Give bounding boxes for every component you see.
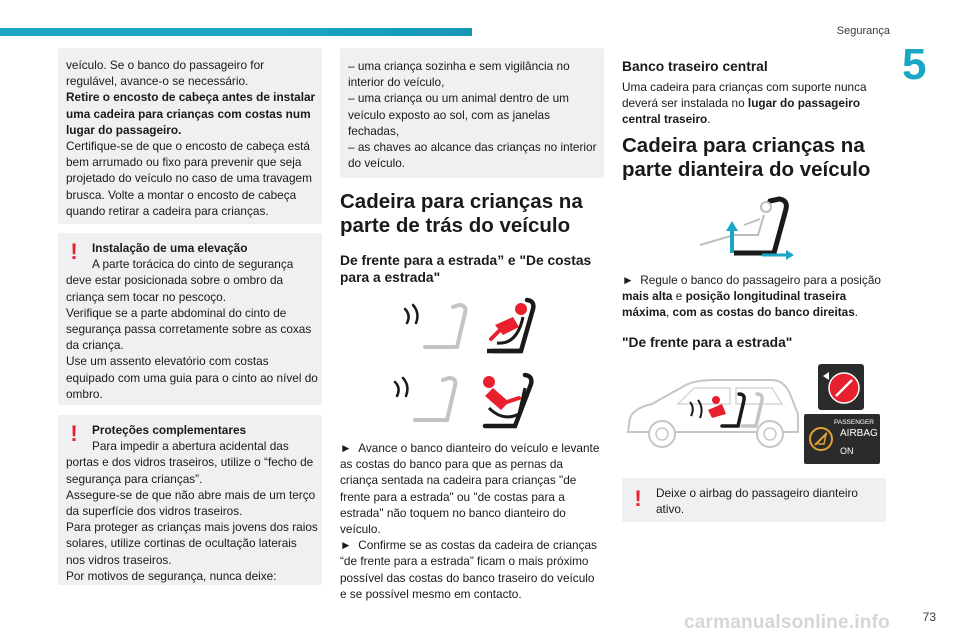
- section-heading: Cadeira para crianças na parte de trás do veículo: [340, 190, 583, 237]
- paragraph: Verifique se a parte abdominal do cinto de segurança passa corretamente sobre as coxas da criança.: [66, 305, 312, 353]
- warning-box-protection: [58, 415, 322, 585]
- bullet-arrow-icon: ►: [340, 441, 352, 455]
- bullet-arrow-icon: ►: [622, 273, 634, 287]
- info-box-headrest: [58, 48, 322, 224]
- forward-facing-seat-illustration: [385, 368, 545, 432]
- paragraph: Confirme se as costas da cadeira de crianças “de frente para a estrada” ficam o mais próximo possível das costas do banco traseiro do veículo e se possível mesmo em contacto.: [340, 538, 597, 601]
- watermark: carmanualsonline.info: [684, 612, 890, 633]
- paragraph: Para proteger as crianças mais jovens dos raios solares, utilize cortinas de ocultação laterais nos vidros traseiros.: [66, 520, 318, 567]
- paragraph: A parte torácica do cinto de segurança deve estar posicionada sobre o ombro da criança sem tocar no pescoço.: [66, 257, 294, 304]
- paragraph: Deixe o airbag do passageiro dianteiro ativo.: [656, 486, 858, 517]
- list-item: – as chaves ao alcance das crianças no interior do veículo.: [348, 140, 597, 171]
- passenger-airbag-on-indicator: [804, 414, 880, 464]
- warning-icon: !: [70, 421, 78, 446]
- paragraph: e: [672, 289, 686, 304]
- airbag-warning-label-icon: [818, 364, 864, 410]
- warning-icon: !: [634, 486, 642, 511]
- paragraph: Uma cadeira para crianças com suporte nunca deverá ser instalada no: [622, 80, 867, 111]
- section-heading: Cadeira para crianças na parte dianteira do veículo: [622, 134, 871, 181]
- subsection-heading: "De frente para a estrada": [622, 335, 793, 350]
- paragraph: Por motivos de segurança, nunca deixe:: [66, 568, 277, 583]
- page-number: 73: [922, 610, 936, 624]
- seat-adjustment-illustration: [690, 195, 800, 261]
- subsection-heading: De frente para a estrada” e "De costas para a estrada": [340, 253, 592, 285]
- airbag-seat-icon: [808, 424, 834, 454]
- bold-text: posição longitudinal traseira máxima: [622, 289, 847, 320]
- car-front-seat-illustration: [622, 374, 802, 454]
- section-title: Segurança: [836, 25, 890, 37]
- paragraph: Use um assento elevatório com costas equipado com uma guia para o cinto ao nível do ombro.: [66, 354, 318, 401]
- bold-text: lugar do passageiro central traseiro: [622, 96, 861, 127]
- airbag-panel-line1: PASSENGER: [834, 419, 874, 426]
- list-item: – uma criança sozinha e sem vigilância no interior do veículo,: [348, 59, 570, 90]
- paragraph: .: [854, 305, 859, 320]
- chapter-number: 5: [902, 40, 927, 89]
- header-accent-bar: [0, 28, 472, 36]
- paragraph: Avance o banco dianteiro do veículo e levante as costas do banco para que as pernas da criança sentada na cadeira para crianças "de frente para a estrada" ou "de costas para a estrada" não toquem no banco dianteiro do veículo.: [340, 441, 600, 537]
- bold-instruction: Retire o encosto de cabeça antes de instalar uma cadeira para crianças com costas num lugar do passageiro.: [66, 90, 316, 137]
- warning-title: Proteções complementares: [92, 423, 247, 437]
- warning-icon: !: [70, 239, 78, 264]
- warning-title: Instalação de uma elevação: [92, 241, 248, 255]
- paragraph: .: [707, 112, 711, 127]
- bold-text: com as costas do banco direitas: [672, 305, 855, 320]
- paragraph: Regule o banco do passageiro para a posição: [640, 273, 881, 287]
- paragraph: veículo. Se o banco do passageiro for regulável, avance-o se necessário.: [66, 58, 265, 89]
- airbag-panel-line2: AIRBAG: [840, 428, 878, 439]
- list-item: – uma criança ou um animal dentro de um veículo exposto ao sol, com as janelas fechadas,: [348, 91, 569, 138]
- warning-box-booster: [58, 233, 322, 405]
- paragraph: ,: [665, 305, 673, 320]
- bold-text: mais alta: [622, 289, 673, 304]
- bullet-arrow-icon: ►: [340, 538, 352, 553]
- paragraph: Assegure-se de que não abre mais de um terço da superfície dos vidros traseiros.: [66, 487, 316, 519]
- paragraph: Para impedir a abertura acidental das portas e dos vidros traseiros, utilize o “fecho de segurança para crianças”.: [66, 439, 314, 486]
- subsection-heading: Banco traseiro central: [622, 59, 768, 74]
- airbag-panel-status: ON: [840, 446, 854, 456]
- warning-box-airbag: [622, 478, 886, 522]
- rear-facing-seat-illustration: [395, 295, 545, 359]
- info-box-never-leave: [340, 48, 604, 178]
- paragraph: Certifique-se de que o encosto de cabeça está bem arrumado ou fixo para prevenir que seja projetado do veículo no caso de uma travagem brusca. Volte a montar o encosto de cabeça quando retirar a cadeira para crianças.: [66, 139, 312, 218]
